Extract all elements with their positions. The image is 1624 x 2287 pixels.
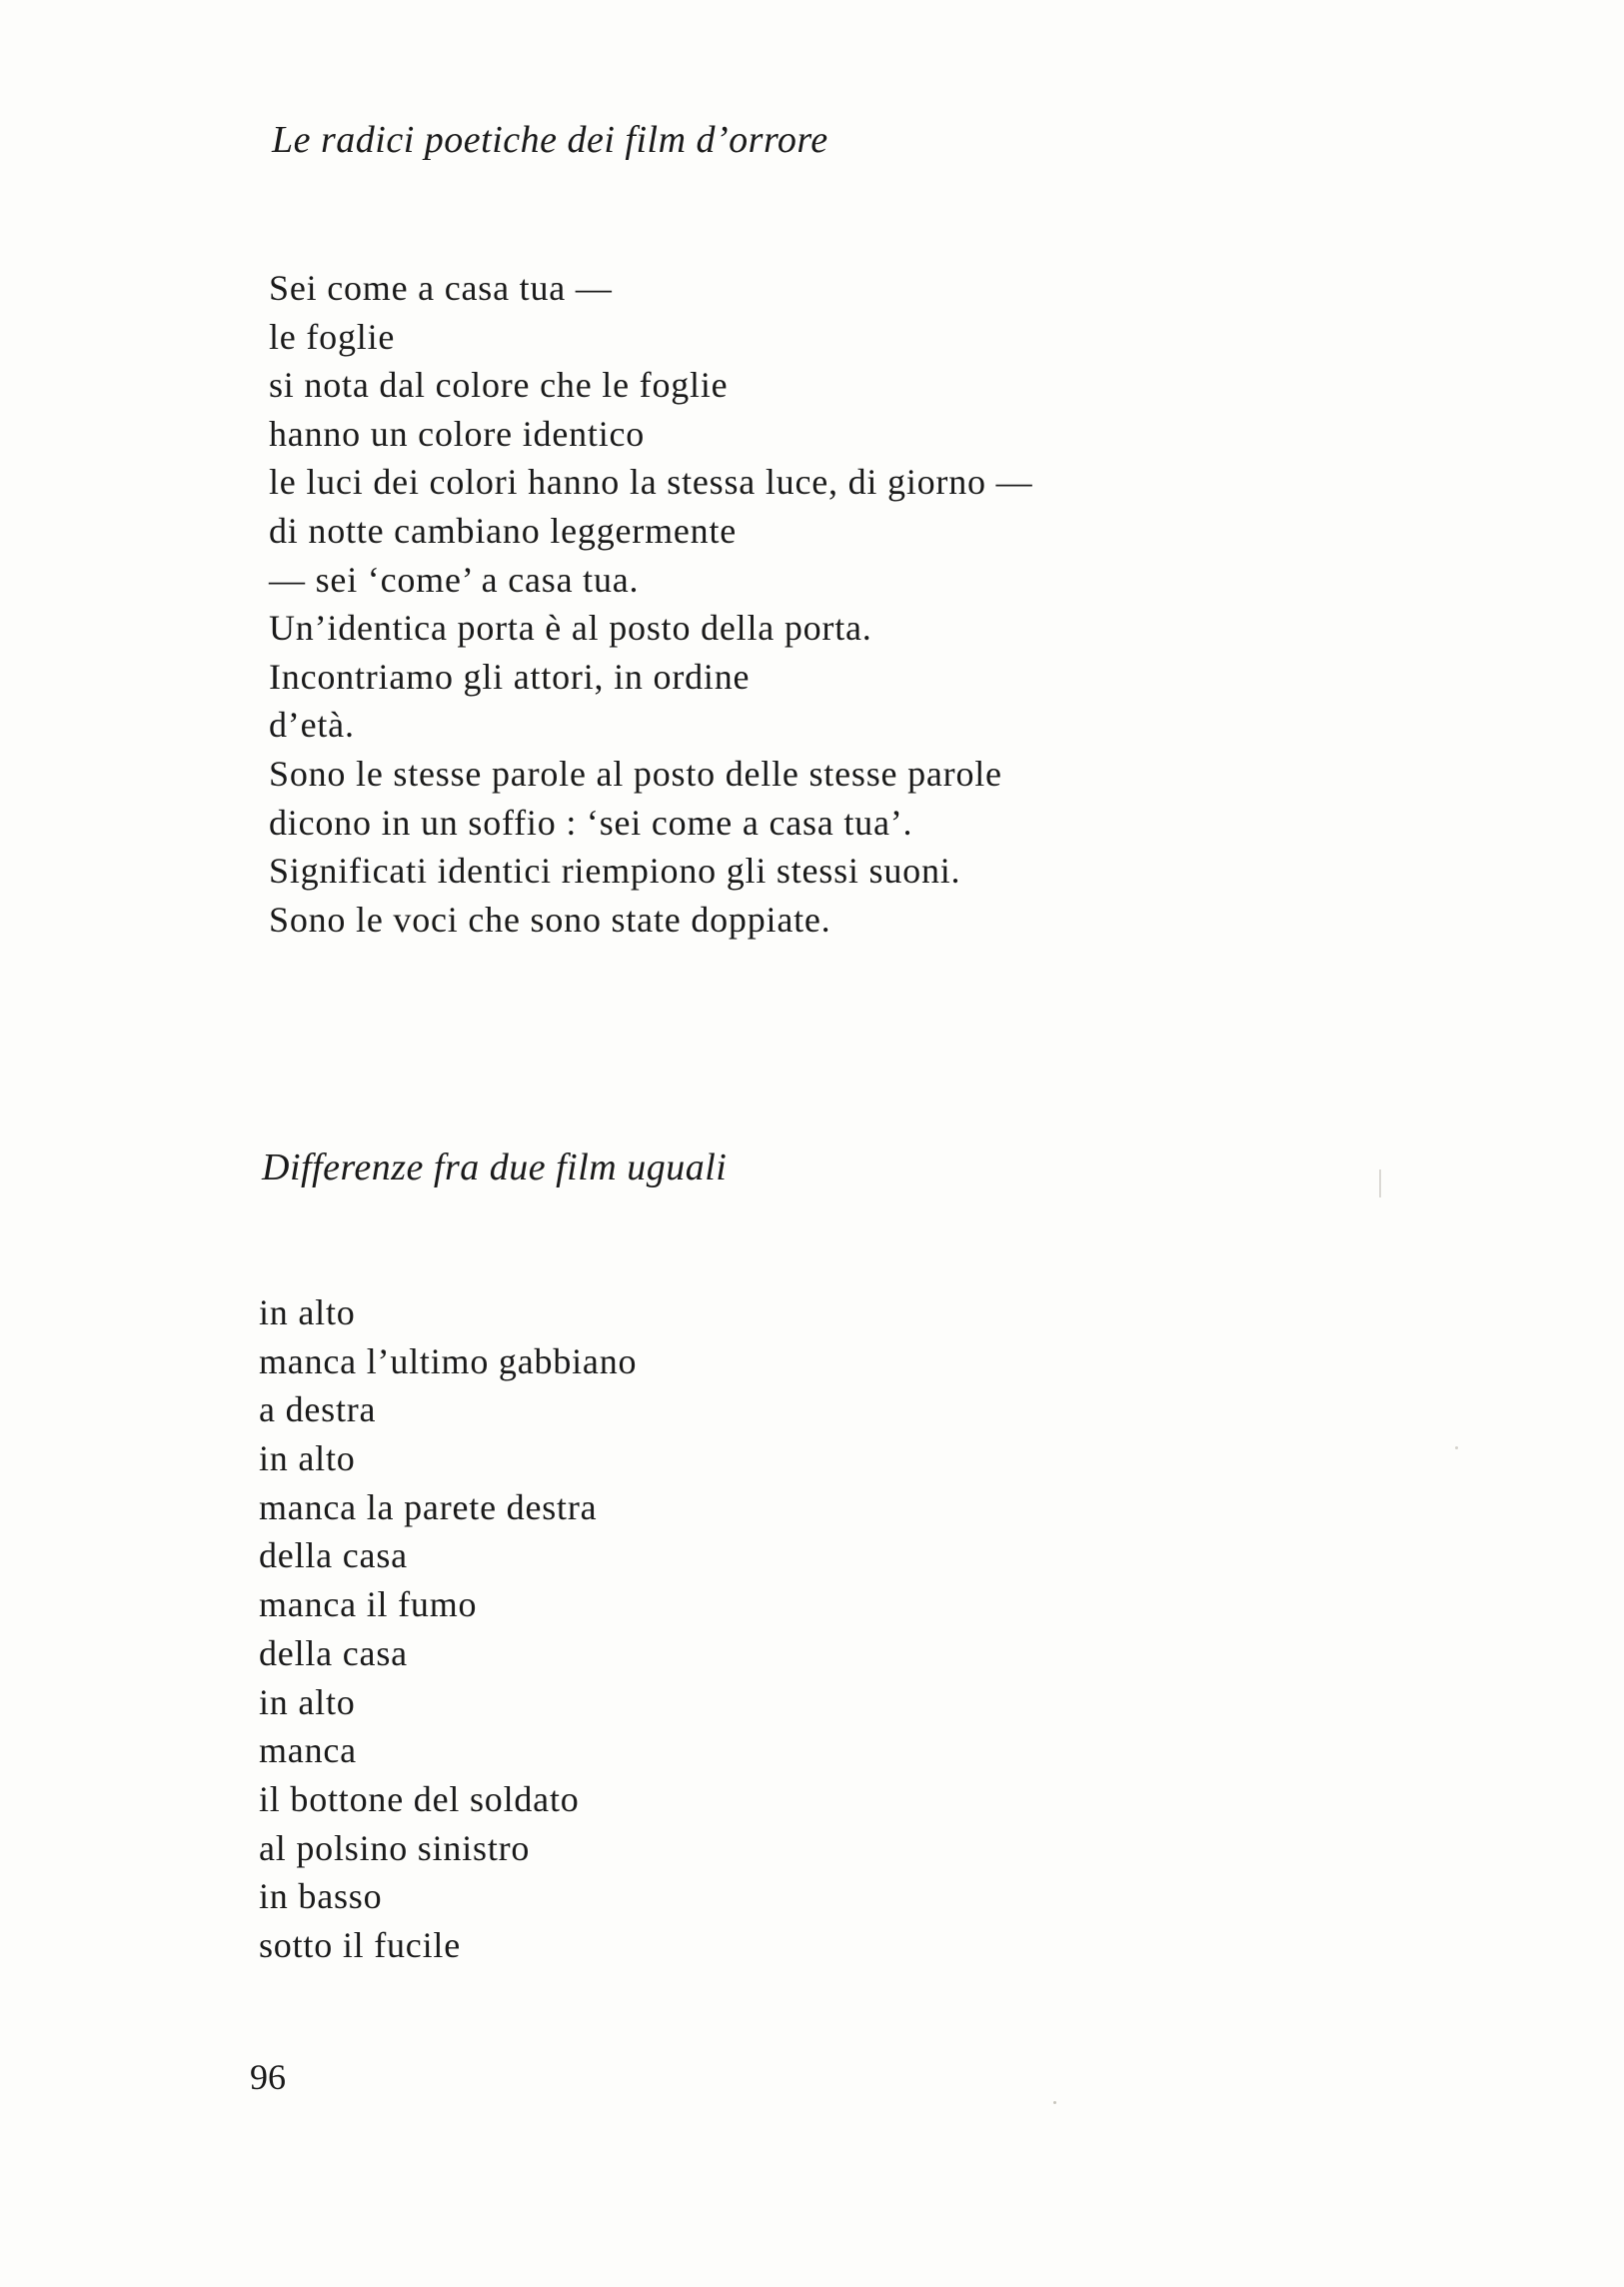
poem-title: Le radici poetiche dei film d’orrore	[272, 119, 828, 161]
poem-line: della casa	[259, 1632, 408, 1673]
poem-line: d’età.	[269, 705, 355, 746]
poem-line: al polsino sinistro	[259, 1827, 531, 1868]
poem-line: il bottone del soldato	[259, 1778, 580, 1819]
poem-line: in alto	[259, 1681, 356, 1722]
poem-line: della casa	[259, 1535, 408, 1576]
poem-line: Sono le stesse parole al posto delle stesse parole	[269, 753, 1002, 794]
poem-line: si nota dal colore che le foglie	[269, 365, 729, 406]
poem-line: manca	[259, 1730, 357, 1771]
poem-line: — sei ‘come’ a casa tua.	[269, 559, 640, 600]
poem-line: di notte cambiano leggermente	[269, 510, 738, 551]
poem-line: le luci dei colori hanno la stessa luce, di giorno —	[269, 462, 1033, 503]
page-number: 96	[250, 2057, 286, 2097]
poem-line: in alto	[259, 1292, 356, 1332]
poem-line: Sono le voci che sono state doppiate.	[269, 899, 831, 940]
scan-mark	[1455, 1446, 1458, 1449]
poem-line: Un’identica porta è al posto della porta.	[269, 608, 872, 649]
poem-line: in alto	[259, 1438, 356, 1479]
poem-line: manca l’ultimo gabbiano	[259, 1340, 638, 1381]
scan-mark	[1379, 1169, 1381, 1197]
poem-line: in basso	[259, 1876, 383, 1917]
poem-line: a destra	[259, 1389, 377, 1430]
poem-line: Significati identici riempiono gli stessi suoni.	[269, 851, 961, 892]
poem-line: manca la parete destra	[259, 1486, 598, 1527]
poem-line: dicono in un soffio : ‘sei come a casa tua’.	[269, 802, 913, 843]
poem-line: manca il fumo	[259, 1584, 478, 1625]
scan-mark	[1053, 2101, 1056, 2104]
poem-line: hanno un colore identico	[269, 413, 646, 454]
poem-line: sotto il fucile	[259, 1924, 461, 1965]
poem-line: le foglie	[269, 316, 396, 357]
poem-line: Incontriamo gli attori, in ordine	[269, 656, 751, 697]
poem-body	[259, 1288, 637, 1970]
poem-title: Differenze fra due film uguali	[262, 1146, 728, 1188]
poem-line: Sei come a casa tua —	[269, 268, 613, 308]
poem-body	[269, 264, 1032, 944]
